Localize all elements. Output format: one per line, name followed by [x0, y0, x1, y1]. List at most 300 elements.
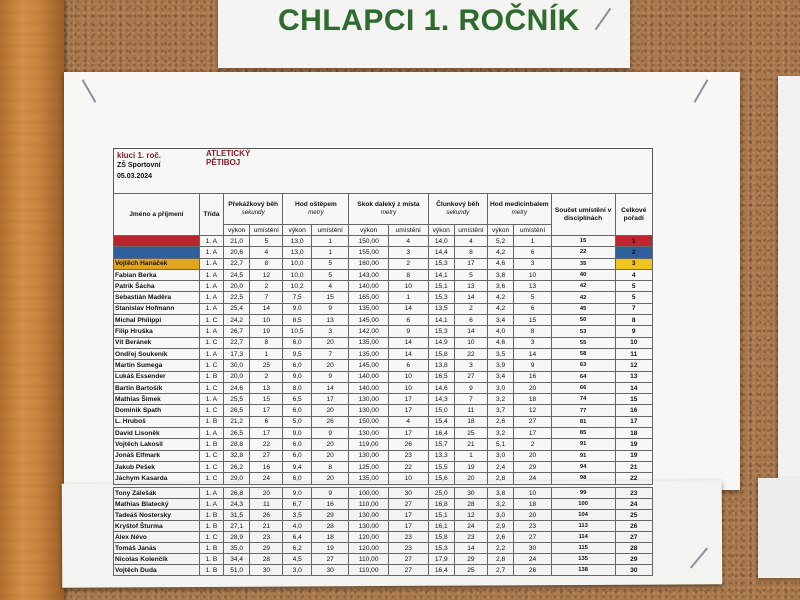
javelin-distance: 6,5	[283, 394, 312, 405]
hurdles-place: 20	[250, 488, 283, 499]
medicine-ball-place: 13	[514, 281, 551, 292]
overall-rank: 7	[615, 303, 653, 314]
javelin-distance: 6,0	[283, 360, 312, 371]
event-title	[206, 149, 276, 167]
athlete-name: Filip Hruška	[114, 326, 200, 337]
javelin-place: 26	[311, 416, 348, 427]
shuttle-run-place: 4	[454, 236, 487, 247]
col-overall: Celkové pořadí	[615, 194, 653, 236]
medicine-ball-place: 30	[514, 543, 551, 554]
hurdles-time: 26,8	[223, 488, 249, 499]
col-discipline-3	[349, 194, 428, 225]
javelin-distance: 10,0	[283, 269, 312, 280]
shuttle-run-place: 25	[454, 565, 487, 576]
long-jump-place: 3	[388, 247, 428, 258]
shuttle-run-place: 14	[454, 292, 487, 303]
overall-rank: 17	[615, 416, 653, 427]
javelin-place: 27	[311, 554, 348, 565]
col-name: Jméno a příjmení	[114, 194, 200, 236]
long-jump-distance: 150,00	[349, 416, 389, 427]
javelin-distance: 10,2	[283, 281, 312, 292]
hurdles-place: 4	[250, 247, 283, 258]
javelin-distance: 6,2	[283, 543, 312, 554]
long-jump-place: 17	[388, 521, 428, 532]
javelin-place: 4	[311, 281, 348, 292]
overall-rank: 19	[615, 439, 653, 450]
class-cell: 1. A	[199, 247, 223, 258]
javelin-place: 30	[311, 565, 348, 576]
hurdles-time: 25,5	[223, 394, 249, 405]
medicine-ball-place: 3	[514, 337, 551, 348]
table-row	[114, 360, 653, 371]
medicine-ball-distance: 2,9	[487, 521, 513, 532]
overall-rank: 25	[615, 510, 652, 521]
athlete-name: Dominik Spath	[114, 405, 200, 416]
hurdles-place: 25	[250, 360, 283, 371]
place-sum: 115	[551, 543, 615, 554]
long-jump-distance: 150,00	[349, 236, 389, 247]
athlete-name: Stanislav Hofmann	[114, 303, 200, 314]
long-jump-place: 1	[388, 292, 428, 303]
javelin-place: 18	[311, 532, 348, 543]
shuttle-run-place: 21	[454, 439, 487, 450]
long-jump-place: 22	[388, 461, 428, 472]
hurdles-time: 22,7	[223, 258, 249, 269]
col-discipline-1	[223, 194, 282, 225]
medicine-ball-place: 5	[514, 292, 551, 303]
col-discipline-2	[283, 194, 349, 225]
medicine-ball-distance: 2,6	[487, 416, 513, 427]
hurdles-time: 24,6	[223, 382, 249, 393]
athlete-name: Tomáš Janás	[114, 543, 200, 554]
class-cell: 1. C	[199, 473, 223, 484]
long-jump-place: 17	[388, 405, 428, 416]
class-cell: 1. C	[199, 405, 223, 416]
group-label: kluci 1. roč.	[117, 151, 162, 160]
place-sum: 63	[551, 360, 615, 371]
hurdles-time: 24,5	[223, 269, 249, 280]
long-jump-place: 2	[388, 258, 428, 269]
overall-rank: 2	[615, 247, 653, 258]
place-sum: 114	[551, 532, 615, 543]
medicine-ball-place: 16	[514, 371, 551, 382]
hurdles-time: 28,8	[223, 439, 249, 450]
shuttle-run-place: 1	[454, 450, 487, 461]
class-cell: 1. B	[199, 565, 223, 576]
javelin-distance: 6,0	[283, 405, 312, 416]
overall-rank: 26	[615, 521, 652, 532]
shuttle-run-time: 16,5	[428, 371, 454, 382]
shuttle-run-time: 15,1	[428, 510, 454, 521]
table-row	[114, 348, 653, 359]
athlete-name: Michal Philippi	[114, 315, 200, 326]
place-sum: 53	[551, 326, 615, 337]
shuttle-run-time: 13,3	[428, 450, 454, 461]
javelin-distance: 9,0	[283, 371, 312, 382]
long-jump-place: 10	[388, 281, 428, 292]
athlete-name: Martin Sumega	[114, 360, 200, 371]
table-row	[114, 543, 653, 554]
table-row	[114, 247, 653, 258]
hurdles-time: 51,0	[223, 565, 249, 576]
shuttle-run-time: 14,1	[428, 315, 454, 326]
class-cell: 1. B	[199, 543, 223, 554]
shuttle-run-time: 14,4	[428, 247, 454, 258]
place-sum: 113	[551, 521, 615, 532]
shuttle-run-place: 24	[454, 521, 487, 532]
shuttle-run-time: 16,8	[428, 499, 454, 510]
hurdles-place: 8	[250, 337, 283, 348]
long-jump-place: 14	[388, 303, 428, 314]
class-cell: 1. A	[199, 281, 223, 292]
long-jump-distance: 110,00	[349, 499, 389, 510]
athlete-name: Vojtěch Hanáček	[114, 258, 200, 269]
table-row	[114, 521, 653, 532]
shuttle-run-place: 13	[454, 281, 487, 292]
long-jump-distance: 140,00	[349, 281, 389, 292]
hurdles-place: 27	[250, 450, 283, 461]
long-jump-place: 23	[388, 543, 428, 554]
table-row	[114, 405, 653, 416]
javelin-distance: 13,0	[283, 236, 312, 247]
medicine-ball-place: 2	[514, 439, 551, 450]
medicine-ball-place: 24	[514, 554, 551, 565]
place-sum: 81	[551, 416, 615, 427]
medicine-ball-place: 20	[514, 450, 551, 461]
hurdles-place: 23	[250, 532, 283, 543]
long-jump-place: 14	[388, 348, 428, 359]
athlete-name: Bartin Bartošík	[114, 382, 200, 393]
long-jump-place: 4	[388, 236, 428, 247]
overall-rank: 24	[615, 499, 652, 510]
shuttle-run-place: 14	[454, 543, 487, 554]
hurdles-place: 17	[250, 428, 283, 439]
hurdles-place: 10	[250, 315, 283, 326]
shuttle-run-time: 17,9	[428, 554, 454, 565]
javelin-place: 20	[311, 360, 348, 371]
class-cell: 1. A	[199, 428, 223, 439]
long-jump-distance: 120,00	[349, 543, 389, 554]
long-jump-distance: 130,00	[349, 450, 389, 461]
medicine-ball-place: 1	[514, 236, 551, 247]
subcol-place: umístění	[388, 225, 428, 236]
long-jump-distance: 145,00	[349, 360, 389, 371]
shuttle-run-place: 23	[454, 532, 487, 543]
medicine-ball-place: 3	[514, 258, 551, 269]
table-row	[114, 382, 653, 393]
col-class: Třída	[199, 194, 223, 236]
long-jump-distance: 145,00	[349, 315, 389, 326]
shuttle-run-time: 15,8	[428, 348, 454, 359]
javelin-place: 17	[311, 394, 348, 405]
athlete-name: Vojtěch Duda	[114, 565, 200, 576]
hurdles-place: 14	[250, 303, 283, 314]
table-row	[114, 510, 653, 521]
javelin-distance: 10,0	[283, 258, 312, 269]
hurdles-time: 26,7	[223, 326, 249, 337]
athlete-name: Lukáš Essender	[114, 371, 200, 382]
subcol-perf: výkon	[349, 225, 389, 236]
medicine-ball-place: 6	[514, 303, 551, 314]
long-jump-distance: 130,00	[349, 405, 389, 416]
subcol-place: umístění	[454, 225, 487, 236]
hurdles-time: 17,3	[223, 348, 249, 359]
long-jump-place: 27	[388, 499, 428, 510]
hurdles-time: 22,7	[223, 337, 249, 348]
hurdles-time: 20,0	[223, 281, 249, 292]
javelin-distance: 9,4	[283, 461, 312, 472]
table-row	[114, 450, 653, 461]
medicine-ball-place: 12	[514, 405, 551, 416]
javelin-distance: 10,5	[283, 326, 312, 337]
long-jump-place: 10	[388, 371, 428, 382]
javelin-distance: 6,0	[283, 450, 312, 461]
overall-rank: 29	[615, 554, 652, 565]
place-sum: 77	[551, 405, 615, 416]
shuttle-run-place: 9	[454, 382, 487, 393]
medicine-ball-distance: 2,4	[487, 461, 513, 472]
shuttle-run-place: 22	[454, 348, 487, 359]
javelin-place: 8	[311, 461, 348, 472]
hurdles-place: 2	[250, 371, 283, 382]
long-jump-distance: 135,00	[349, 473, 389, 484]
long-jump-place: 10	[388, 473, 428, 484]
javelin-distance: 9,0	[283, 303, 312, 314]
long-jump-place: 27	[388, 565, 428, 576]
table-row	[114, 236, 653, 247]
long-jump-distance: 120,00	[349, 532, 389, 543]
shuttle-run-time: 16,1	[428, 521, 454, 532]
shuttle-run-time: 14,9	[428, 337, 454, 348]
javelin-place: 16	[311, 499, 348, 510]
class-cell: 1. C	[199, 461, 223, 472]
table-row	[114, 532, 653, 543]
shuttle-run-time: 15,5	[428, 461, 454, 472]
medicine-ball-place: 18	[514, 394, 551, 405]
hurdles-place: 5	[250, 236, 283, 247]
javelin-distance: 13,0	[283, 247, 312, 258]
athlete-name: Alex Névo	[114, 532, 200, 543]
medicine-ball-place: 18	[514, 499, 551, 510]
long-jump-distance: 119,00	[349, 439, 389, 450]
javelin-place: 20	[311, 405, 348, 416]
long-jump-place: 27	[388, 554, 428, 565]
overall-rank: 14	[615, 382, 653, 393]
javelin-place: 3	[311, 326, 348, 337]
shuttle-run-time: 13,8	[428, 360, 454, 371]
athlete-name: Vojtěch Lakosil	[114, 439, 200, 450]
subcol-perf: výkon	[223, 225, 249, 236]
javelin-distance: 9,0	[283, 488, 312, 499]
athlete-name: Jakub Pešek	[114, 461, 200, 472]
hurdles-place: 15	[250, 394, 283, 405]
overall-rank: 5	[615, 281, 653, 292]
javelin-distance: 7,5	[283, 292, 312, 303]
medicine-ball-place: 27	[514, 532, 551, 543]
date-label: 05.03.2024	[117, 173, 153, 180]
long-jump-distance: 165,00	[349, 292, 389, 303]
athlete-name: Mathias Šimek	[114, 394, 200, 405]
hurdles-place: 12	[250, 269, 283, 280]
shuttle-run-place: 19	[454, 461, 487, 472]
long-jump-place: 14	[388, 337, 428, 348]
athlete-name: Tadeáš Nostersky	[114, 510, 200, 521]
medicine-ball-place: 24	[514, 473, 551, 484]
long-jump-distance: 140,00	[349, 382, 389, 393]
discipline-5-unit: metry	[511, 209, 528, 216]
medicine-ball-distance: 4,2	[487, 247, 513, 258]
medicine-ball-distance: 2,8	[487, 473, 513, 484]
shuttle-run-place: 11	[454, 405, 487, 416]
javelin-distance: 6,4	[283, 532, 312, 543]
javelin-distance: 6,7	[283, 499, 312, 510]
subcol-perf: výkon	[487, 225, 513, 236]
hurdles-place: 29	[250, 543, 283, 554]
hurdles-place: 19	[250, 326, 283, 337]
table-row	[114, 554, 653, 565]
place-sum: 91	[551, 439, 615, 450]
shuttle-run-time: 13,5	[428, 303, 454, 314]
medicine-ball-distance: 2,6	[487, 532, 513, 543]
page-title: CHLAPCI 1. ROČNÍK	[278, 4, 580, 37]
subcol-place: umístění	[514, 225, 551, 236]
hurdles-place: 26	[250, 510, 283, 521]
long-jump-place: 23	[388, 450, 428, 461]
hurdles-place: 2	[250, 281, 283, 292]
place-sum: 138	[551, 565, 615, 576]
class-cell: 1. B	[199, 510, 223, 521]
javelin-place: 1	[311, 247, 348, 258]
adjacent-sheet	[778, 76, 800, 496]
class-cell: 1. B	[199, 521, 223, 532]
subcol-perf: výkon	[428, 225, 454, 236]
athlete-name: David Lisoněk	[114, 428, 200, 439]
medicine-ball-distance: 3,9	[487, 360, 513, 371]
hurdles-place: 7	[250, 292, 283, 303]
shuttle-run-place: 29	[454, 554, 487, 565]
javelin-distance: 6,0	[283, 439, 312, 450]
table-row	[114, 439, 653, 450]
hurdles-time: 26,5	[223, 428, 249, 439]
long-jump-distance: 130,00	[349, 428, 389, 439]
medicine-ball-distance: 3,0	[487, 510, 513, 521]
medicine-ball-distance: 4,2	[487, 303, 513, 314]
long-jump-place: 17	[388, 428, 428, 439]
javelin-place: 20	[311, 337, 348, 348]
discipline-4-unit: sekundy	[446, 209, 470, 216]
medicine-ball-place: 9	[514, 360, 551, 371]
medicine-ball-distance: 3,4	[487, 315, 513, 326]
medicine-ball-distance: 3,2	[487, 394, 513, 405]
hurdles-time: 20,0	[223, 371, 249, 382]
place-sum: 85	[551, 428, 615, 439]
javelin-place: 14	[311, 382, 348, 393]
overall-rank: 21	[615, 461, 653, 472]
overall-rank: 12	[615, 360, 653, 371]
overall-rank: 23	[615, 488, 652, 499]
subcol-perf: výkon	[283, 225, 312, 236]
event-title-line-1: ATLETICKÝ	[206, 149, 251, 158]
athlete-name: Sebastián Maděra	[114, 292, 200, 303]
javelin-distance: 9,0	[283, 428, 312, 439]
medicine-ball-distance: 5,1	[487, 439, 513, 450]
table-row	[114, 326, 653, 337]
results-table-continued	[113, 487, 653, 576]
medicine-ball-distance: 5,2	[487, 236, 513, 247]
shuttle-run-time: 15,0	[428, 405, 454, 416]
javelin-distance: 3,5	[283, 510, 312, 521]
long-jump-distance: 155,00	[349, 247, 389, 258]
shuttle-run-place: 7	[454, 394, 487, 405]
place-sum: 94	[551, 461, 615, 472]
long-jump-distance: 140,00	[349, 371, 389, 382]
javelin-place: 28	[311, 521, 348, 532]
place-sum: 35	[551, 258, 615, 269]
place-sum: 55	[551, 337, 615, 348]
javelin-place: 13	[311, 315, 348, 326]
javelin-distance: 3,0	[283, 565, 312, 576]
medicine-ball-distance: 4,6	[487, 258, 513, 269]
athlete-name: Jáchym Kasarda	[114, 473, 200, 484]
athlete-name: Patrik Šácha	[114, 281, 200, 292]
results-table-lower	[113, 487, 653, 576]
place-sum: 64	[551, 371, 615, 382]
medicine-ball-place: 10	[514, 269, 551, 280]
class-cell: 1. A	[199, 394, 223, 405]
javelin-place: 5	[311, 269, 348, 280]
shuttle-run-place: 18	[454, 416, 487, 427]
hurdles-time: 21,2	[223, 416, 249, 427]
overall-rank: 27	[615, 532, 652, 543]
col-sum: Součet umístění v disciplínách	[551, 194, 615, 236]
overall-rank: 1	[615, 236, 653, 247]
place-sum: 58	[551, 348, 615, 359]
medicine-ball-distance: 3,0	[487, 382, 513, 393]
shuttle-run-place: 12	[454, 510, 487, 521]
table-row	[114, 281, 653, 292]
medicine-ball-distance: 3,8	[487, 269, 513, 280]
wooden-frame	[0, 0, 64, 600]
table-row	[114, 315, 653, 326]
overall-rank: 30	[615, 565, 652, 576]
medicine-ball-place: 6	[514, 247, 551, 258]
overall-rank: 3	[615, 258, 653, 269]
medicine-ball-distance: 3,6	[487, 281, 513, 292]
event-title-line-2: PĚTIBOJ	[206, 158, 241, 167]
medicine-ball-place: 14	[514, 348, 551, 359]
hurdles-place: 30	[250, 565, 283, 576]
medicine-ball-place: 20	[514, 510, 551, 521]
javelin-place: 7	[311, 348, 348, 359]
athlete-name: Michal Dvořák	[114, 247, 200, 258]
medicine-ball-place: 29	[514, 461, 551, 472]
medicine-ball-distance: 2,7	[487, 565, 513, 576]
shuttle-run-time: 15,3	[428, 326, 454, 337]
long-jump-place: 30	[388, 488, 428, 499]
shuttle-run-place: 5	[454, 269, 487, 280]
shuttle-run-time: 15,4	[428, 416, 454, 427]
javelin-place: 15	[311, 292, 348, 303]
class-cell: 1. C	[199, 315, 223, 326]
hurdles-time: 30,0	[223, 360, 249, 371]
javelin-place: 19	[311, 543, 348, 554]
place-sum: 74	[551, 394, 615, 405]
shuttle-run-time: 15,7	[428, 439, 454, 450]
hurdles-place: 6	[250, 416, 283, 427]
hurdles-time: 22,5	[223, 292, 249, 303]
athlete-name: Vít Beránek	[114, 337, 200, 348]
hurdles-time: 28,9	[223, 532, 249, 543]
